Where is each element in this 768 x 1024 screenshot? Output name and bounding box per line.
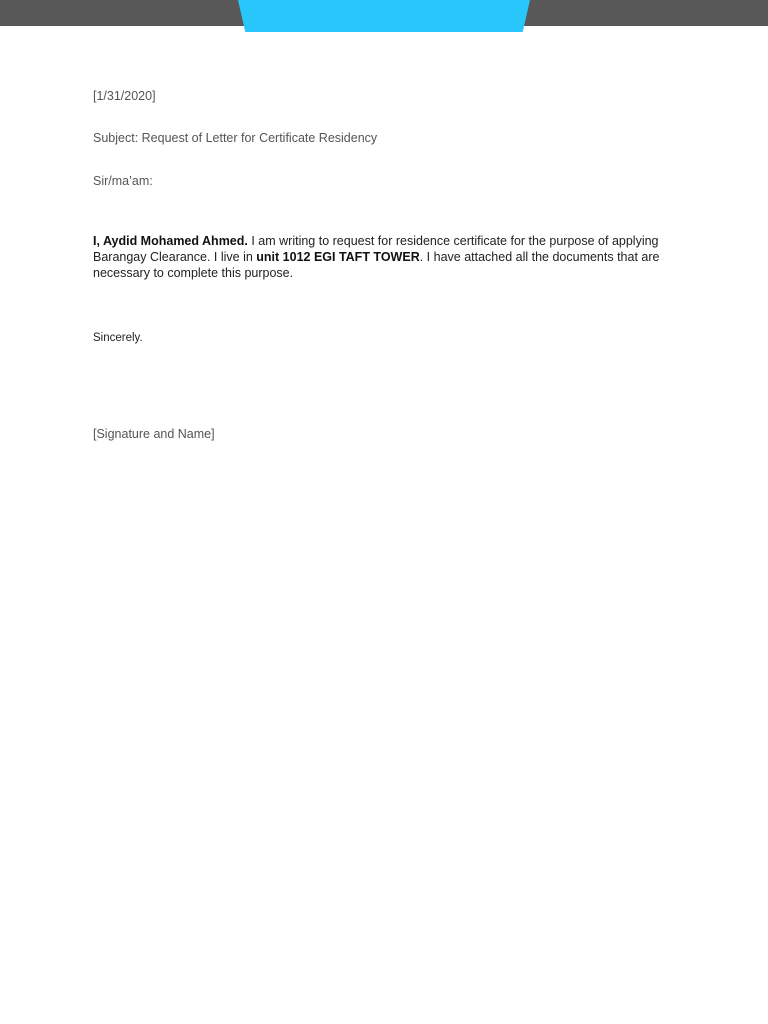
letter-salutation: Sir/ma’am:: [93, 174, 153, 188]
letter-paragraph: [93, 233, 678, 281]
sender-name: I, Aydid Mohamed Ahmed.: [93, 234, 248, 248]
letter-closing: Sincerely.: [93, 332, 143, 344]
paragraph-text-1: I am writing to request for residence certificate for the purpose of applying Barangay Clearance. I live in: [93, 234, 659, 264]
letter-subject: Subject: Request of Letter for Certificate Residency: [93, 131, 378, 145]
paragraph-text-2: . I have attached all the documents that are necessary to complete this purpose.: [93, 250, 660, 280]
residence-address: unit 1012 EGI TAFT TOWER: [256, 250, 420, 264]
header-accent-tab: [238, 0, 530, 32]
letter-date: [1/31/2020]: [93, 89, 156, 103]
signature-placeholder: [Signature and Name]: [93, 427, 215, 441]
